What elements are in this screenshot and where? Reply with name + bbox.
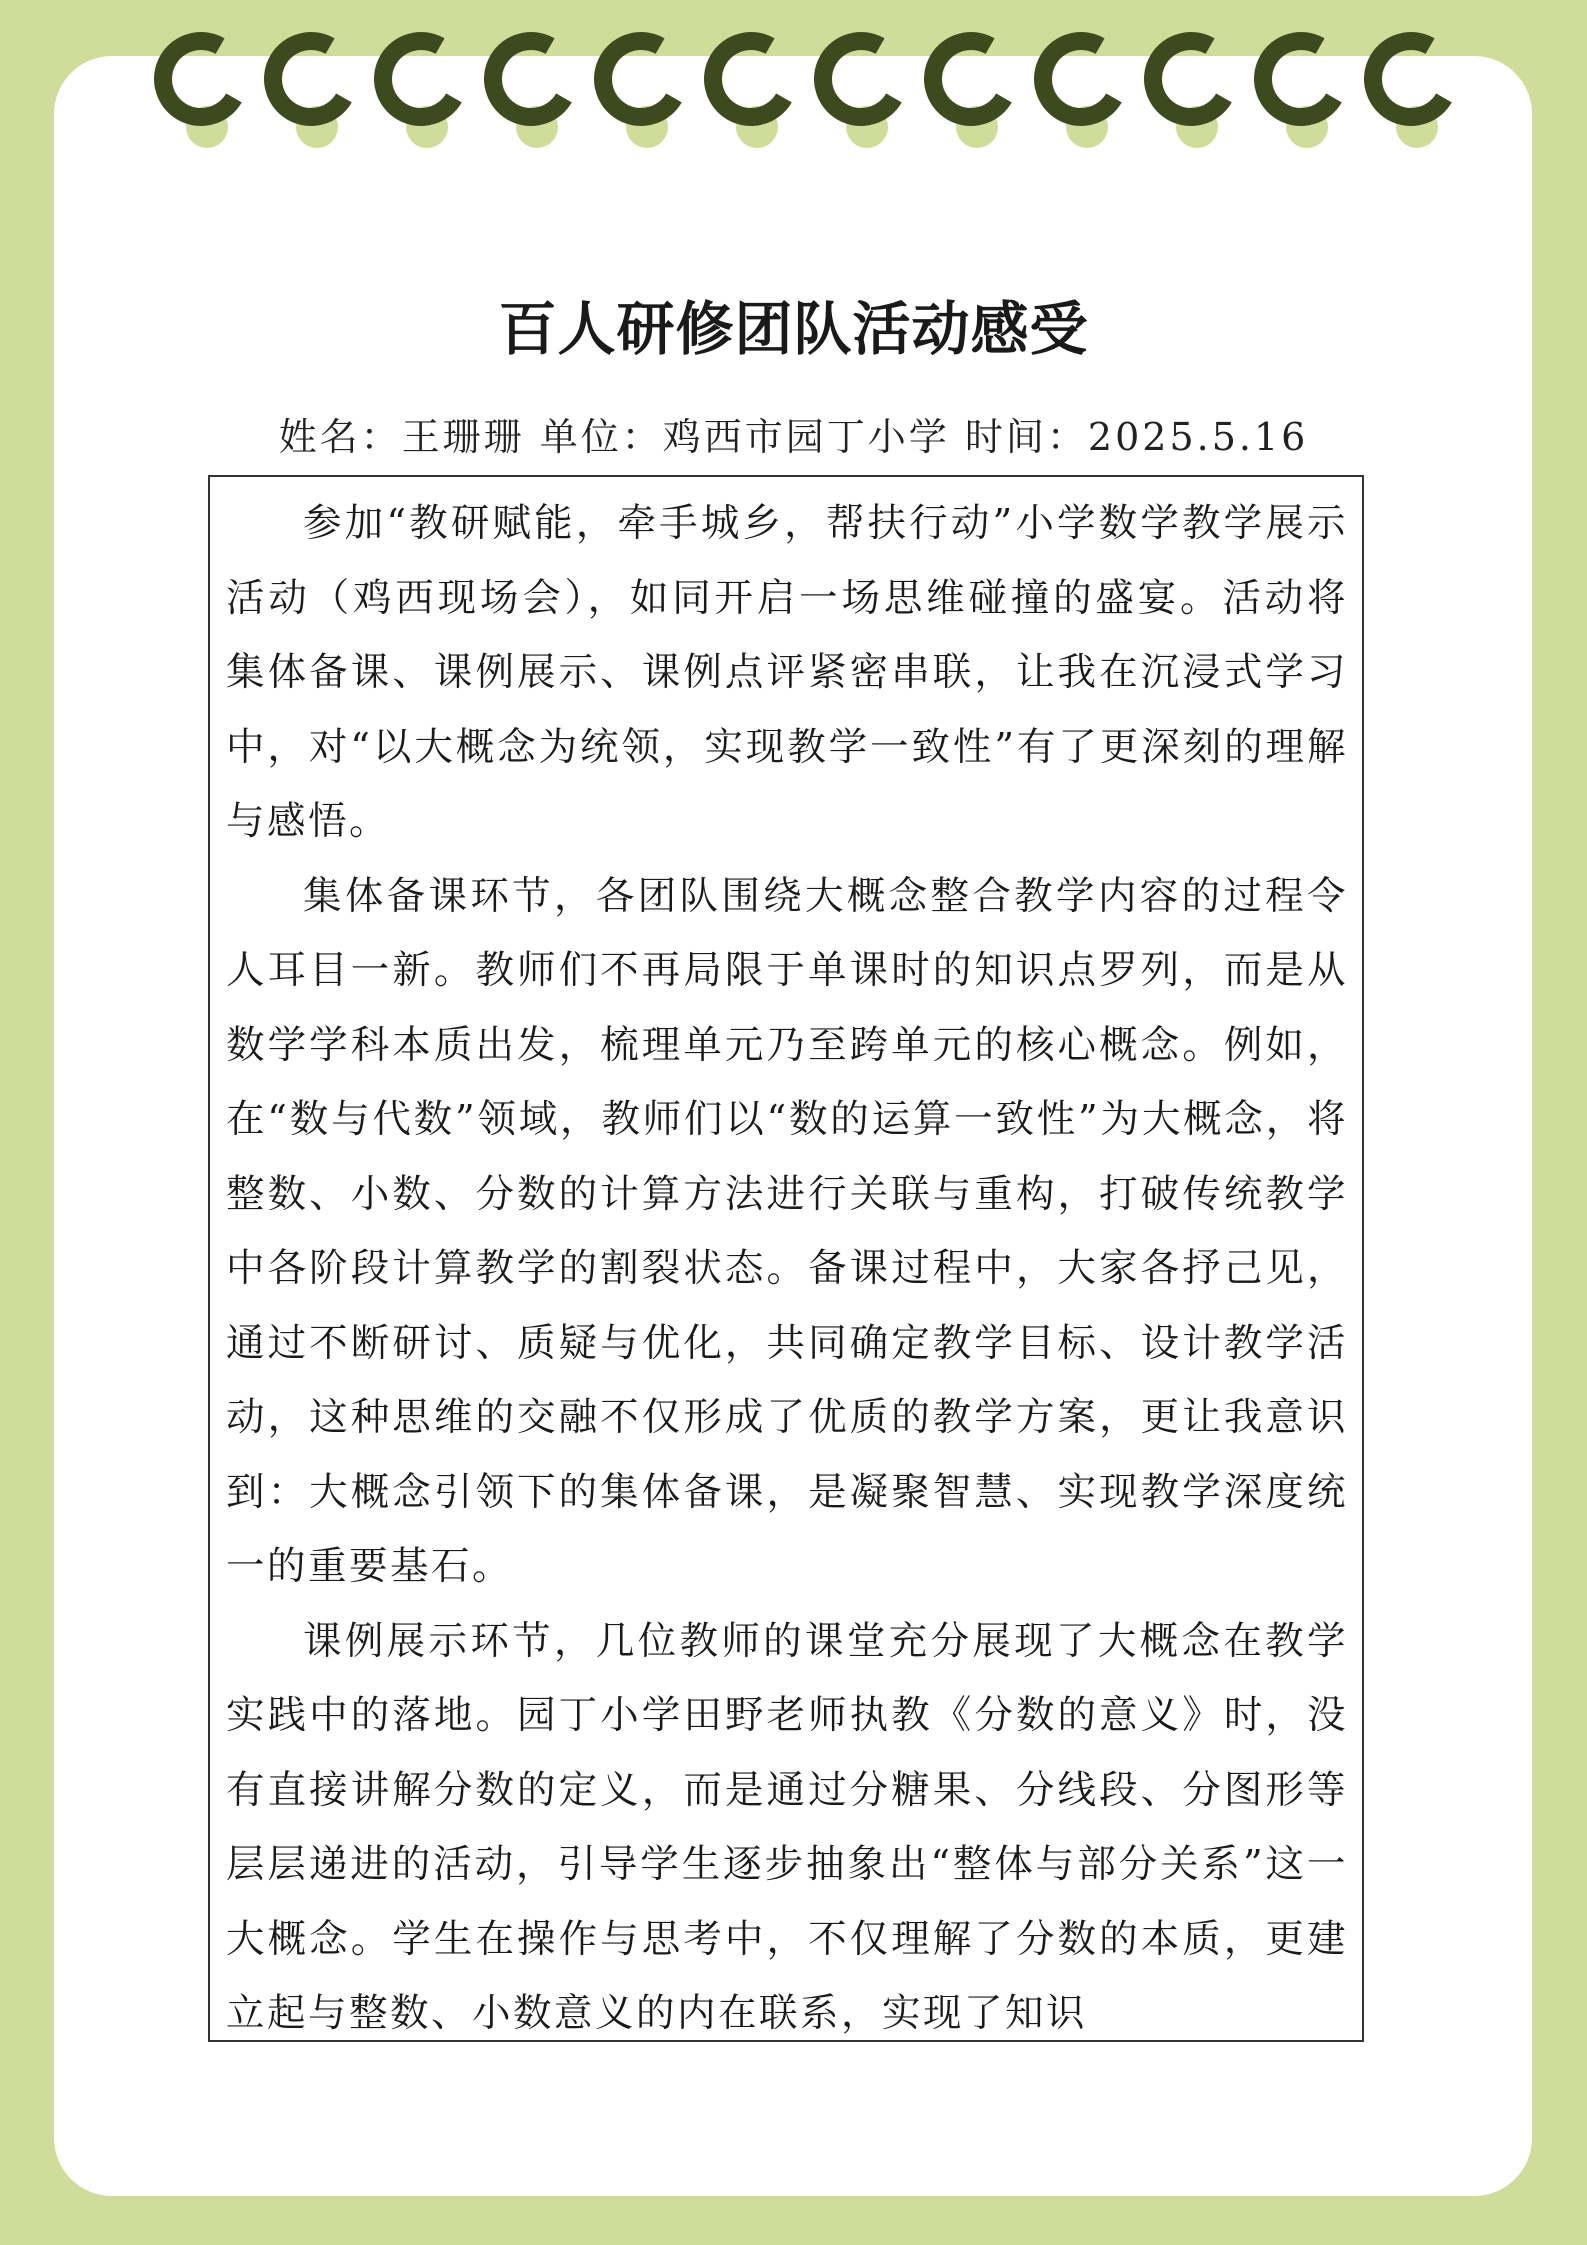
binding-coil (363, 21, 478, 136)
binding-coil (1243, 21, 1358, 136)
time-label: 时间： (964, 415, 1088, 459)
author-unit: 鸡西市园丁小学 (662, 415, 950, 459)
unit-label: 单位： (539, 415, 663, 459)
binding-coil (143, 21, 258, 136)
paragraph: 集体备课环节，各团队围绕大概念整合教学内容的过程令人耳目一新。教师们不再局限于单课时的知识点罗列，而是从数学学科本质出发，梳理单元乃至跨单元的核心概念。例如，在“数与代数”领域，教师们以“数的运算一致性”为大概念，将整数、小数、分数的计算方法进行关联与重构，打破传统教学中各阶段计算教学的割裂状态。备课过程中，大家各抒己见，通过不断研讨、质疑与优化，共同确定教学目标、设计教学活动，这种思维的交融不仅形成了优质的教学方案，更让我意识到：大概念引领下的集体备课，是凝聚智慧、实现教学深度统一的重要基石。 (226, 873, 1348, 1589)
binding-coil (583, 21, 698, 136)
binding-ring (700, 28, 810, 158)
binding-ring (920, 28, 1030, 158)
binding-ring (480, 28, 590, 158)
binding-ring (1030, 28, 1140, 158)
document-title: 百人研修团队活动感受 (498, 295, 1089, 363)
binding-ring (810, 28, 920, 158)
document-date: 2025.5.16 (1087, 415, 1309, 459)
binding-coil (913, 21, 1028, 136)
binding-ring (150, 28, 260, 158)
binding-ring (1140, 28, 1250, 158)
binding-coil (1353, 21, 1468, 136)
binding-coil (1133, 21, 1248, 136)
binding-ring (1360, 28, 1470, 158)
name-label: 姓名： (278, 415, 402, 459)
binding-ring (590, 28, 700, 158)
paragraph: 参加“教研赋能，牵手城乡，帮扶行动”小学数学教学展示活动（鸡西现场会），如同开启一场思维碰撞的盛宴。活动将集体备课、课例展示、课例点评紧密串联，让我在沉浸式学习中，对“以大概念为统领，实现教学一致性”有了更深刻的理解与感悟。 (226, 501, 1348, 844)
essay-text-box (208, 475, 1364, 2042)
binding-coil (253, 21, 368, 136)
binding-coil (803, 21, 918, 136)
binding-ring (1250, 28, 1360, 158)
author-info-line (0, 406, 1587, 461)
paragraph: 课例展示环节，几位教师的课堂充分展现了大概念在教学实践中的落地。园丁小学田野老师执教《分数的意义》时，没有直接讲解分数的定义，而是通过分糖果、分线段、分图形等层层递进的活动，引导学生逐步抽象出“整体与部分关系”这一大概念。学生在操作与思考中，不仅理解了分数的本质，更建立起与整数、小数意义的内在联系，实现了知识 (226, 1618, 1348, 2036)
binding-coil (473, 21, 588, 136)
binding-ring (370, 28, 480, 158)
author-name: 王珊珊 (401, 415, 525, 459)
binding-coil (693, 21, 808, 136)
binding-ring (260, 28, 370, 158)
binding-coil (1023, 21, 1138, 136)
